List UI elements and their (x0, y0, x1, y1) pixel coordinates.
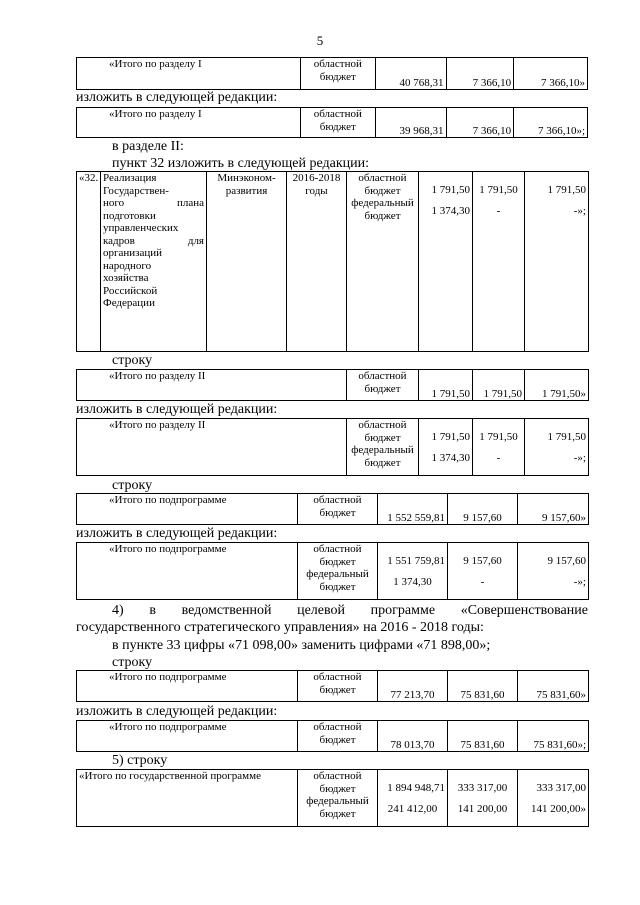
funding-source: областной бюджет федеральный бюджет (298, 770, 378, 827)
funding-source: областной бюджет (298, 671, 378, 702)
text-line: 5) строку (112, 753, 168, 768)
table-section1-total-old (76, 57, 588, 90)
funding-source: областной бюджет (300, 108, 375, 138)
value-cell: 75 831,60 (448, 721, 518, 752)
table-subprogram2-total-new (76, 720, 589, 752)
paragraph-4-line2: государственного стратегического управления» на 2016 - 2018 годы: (76, 620, 484, 635)
value-cell: 78 013,70 (378, 721, 448, 752)
item-name: Реализация Государствен- ного плана подготовки управленческих кадров для организаций народного хозяйства Российской Федерации (101, 172, 207, 352)
value-cell: 1 791,50 1 374,30 (419, 419, 473, 476)
value-cell: 7 366,10 (446, 108, 514, 138)
row-label: «Итого по государственной программе (77, 770, 298, 827)
value-cell: 9 157,60 (448, 494, 518, 525)
value-cell: 1 791,50 -»; (525, 172, 589, 352)
table-section1-total-new (76, 107, 588, 138)
text-line: изложить в следующей редакции: (76, 402, 278, 417)
table-item-32 (76, 171, 589, 352)
value-cell: 1 791,50 -»; (525, 419, 589, 476)
text-line: изложить в следующей редакции: (76, 90, 278, 105)
row-label: «Итого по разделу II (77, 419, 347, 476)
row-label: «Итого по разделу I (77, 108, 301, 138)
value-cell: 40 768,31 (375, 58, 446, 90)
funding-source: областной бюджет федеральный бюджет (347, 419, 419, 476)
value-cell: 1 791,50 (473, 370, 525, 401)
funding-source: областной бюджет (300, 58, 375, 90)
funding-source: областной бюджет (298, 494, 378, 525)
row-label: «Итого по подпрограмме (77, 721, 298, 752)
row-label: «Итого по подпрограмме (77, 671, 298, 702)
text-line: строку (112, 655, 153, 670)
paragraph-4-line3: в пункте 33 цифры «71 098,00» заменить цифрами «71 898,00»; (112, 638, 491, 653)
row-label: «Итого по разделу II (77, 370, 347, 401)
table-section2-total-new (76, 418, 589, 476)
executor: Минэконом- развития (207, 172, 287, 352)
value-cell: 333 317,00 141 200,00 (448, 770, 518, 827)
value-cell: 7 366,10» (514, 58, 588, 90)
value-cell: 1 791,50 - (473, 172, 525, 352)
table-state-program-total (76, 769, 589, 827)
value-cell: 7 366,10»; (514, 108, 588, 138)
value-cell: 1 791,50» (525, 370, 589, 401)
value-cell: 77 213,70 (378, 671, 448, 702)
text-line: строку (112, 478, 153, 493)
value-cell: 1 552 559,81 (378, 494, 448, 525)
value-cell: 1 551 759,81 1 374,30 (378, 543, 448, 600)
row-label: «Итого по подпрограмме (77, 543, 298, 600)
text-line: изложить в следующей редакции: (76, 526, 278, 541)
page-number: 5 (316, 33, 324, 48)
row-label: «Итого по разделу I (77, 58, 301, 90)
value-cell: 75 831,60»; (518, 721, 589, 752)
value-cell: 9 157,60 - (448, 543, 518, 600)
funding-source: областной бюджет федеральный бюджет (298, 543, 378, 600)
value-cell: 75 831,60 (448, 671, 518, 702)
value-cell: 7 366,10 (446, 58, 514, 90)
paragraph-4-line1: 4) в ведомственной целевой программе «Совершенствование (112, 603, 588, 618)
table-subprogram2-total-old (76, 670, 589, 702)
value-cell: 9 157,60» (518, 494, 589, 525)
table-subprogram-total-old (76, 493, 589, 525)
value-cell: 39 968,31 (375, 108, 446, 138)
table-subprogram-total-new (76, 542, 589, 600)
table-section2-total-old (76, 369, 589, 401)
funding-source: областной бюджет (347, 370, 419, 401)
value-cell: 1 791,50 1 374,30 (419, 172, 473, 352)
value-cell: 1 791,50 (419, 370, 473, 401)
funding-source: областной бюджет федеральный бюджет (347, 172, 419, 352)
value-cell: 333 317,00 141 200,00» (518, 770, 589, 827)
text-line: пункт 32 изложить в следующей редакции: (112, 156, 369, 171)
value-cell: 1 791,50 - (473, 419, 525, 476)
item-number: «32. (77, 172, 101, 352)
years: 2016-2018 годы (287, 172, 347, 352)
text-line: строку (112, 353, 153, 368)
value-cell: 75 831,60» (518, 671, 589, 702)
funding-source: областной бюджет (298, 721, 378, 752)
row-label: «Итого по подпрограмме (77, 494, 298, 525)
value-cell: 9 157,60 -»; (518, 543, 589, 600)
text-line: в разделе II: (112, 139, 184, 154)
text-line: изложить в следующей редакции: (76, 704, 278, 719)
value-cell: 1 894 948,71 241 412,00 (378, 770, 448, 827)
